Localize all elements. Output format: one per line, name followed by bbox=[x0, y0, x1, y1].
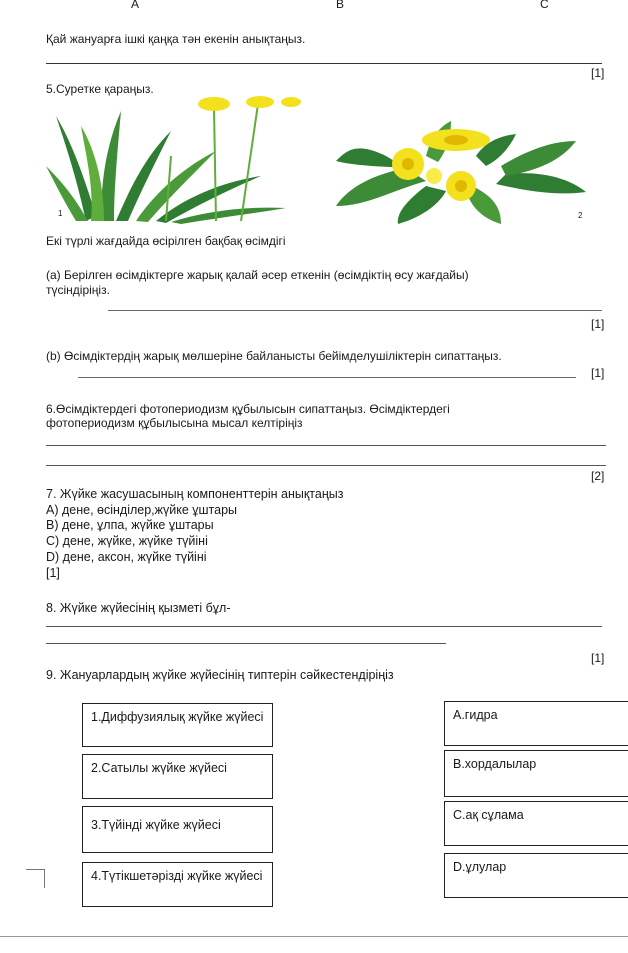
question-5-title: 5.Суретке қараңыз. bbox=[46, 82, 154, 96]
mark-7: [1] bbox=[46, 566, 60, 580]
answer-line bbox=[46, 465, 606, 466]
question-7-title: 7. Жүйке жасушасының компоненттерін анықтаңыз bbox=[46, 487, 344, 501]
column-label-b: B bbox=[336, 0, 345, 11]
figure-caption: Екі түрлі жағдайда өсірілген бақбақ өсімдігі bbox=[46, 234, 286, 248]
answer-line bbox=[46, 445, 606, 446]
question-5a-line1: (a) Берілген өсімдіктерге жарық қалай әсер еткенін (өсімдіктің өсу жағдайы) bbox=[46, 268, 469, 282]
match-right-b[interactable]: B.хордалылар bbox=[444, 750, 628, 797]
question-7-option-a: A) дене, өсінділер,жүйке ұштары bbox=[46, 503, 238, 517]
question-5a-line2: түсіндіріңіз. bbox=[46, 283, 110, 297]
match-right-c[interactable]: C.ақ сұлама bbox=[444, 801, 628, 846]
match-left-4[interactable]: 4.Түтікшетәрізді жүйке жүйесі bbox=[82, 862, 273, 907]
match-right-a[interactable]: A.гидра bbox=[444, 701, 628, 746]
figure-label-2: 2 bbox=[578, 211, 583, 220]
match-left-2[interactable]: 2.Сатылы жүйке жүйесі bbox=[82, 754, 273, 799]
page-bottom-line bbox=[0, 936, 628, 937]
mark-8: [1] bbox=[591, 651, 605, 665]
column-label-a: A bbox=[131, 0, 140, 11]
match-right-d[interactable]: D.ұлулар bbox=[444, 853, 628, 898]
question-7-option-b: B) дене, ұлпа, жүйке ұштары bbox=[46, 518, 214, 532]
question-6-line2: фотопериодизм құбылысына мысал келтіріңіз bbox=[46, 416, 303, 430]
column-label-c: C bbox=[540, 0, 549, 11]
question-7-option-d: D) дене, аксон, жүйке түйіні bbox=[46, 550, 207, 564]
answer-line bbox=[108, 310, 602, 311]
dandelion-figure bbox=[46, 96, 606, 228]
mark-5a: [1] bbox=[591, 317, 605, 331]
answer-line bbox=[46, 63, 602, 64]
question-8-title: 8. Жүйке жүйесінің қызметі бұл- bbox=[46, 601, 231, 615]
mark-5b: [1] bbox=[591, 366, 605, 380]
question-7-option-c: C) дене, жүйке, жүйке түйіні bbox=[46, 534, 208, 548]
answer-line bbox=[46, 626, 602, 627]
question-6-line1: 6.Өсімдіктердегі фотопериодизм құбылысын сипаттаңыз. Өсімдіктердегі bbox=[46, 402, 450, 416]
question-5b-text: (b) Өсімдіктердің жарық мөлшеріне байланысты бейімделушіліктерін сипаттаңыз. bbox=[46, 349, 502, 363]
mark-prev: [1] bbox=[591, 66, 605, 80]
question-9-title: 9. Жануарлардың жүйке жүйесінің типтерін сәйкестендіріңіз bbox=[46, 668, 394, 682]
mark-6: [2] bbox=[591, 469, 605, 483]
answer-line bbox=[78, 377, 576, 378]
match-left-1[interactable]: 1.Диффузиялық жүйке жүйесі bbox=[82, 703, 273, 747]
plant-1-leaves bbox=[46, 111, 286, 224]
dandelion-illustration bbox=[46, 96, 606, 228]
question-prev-text: Қай жануарға ішкі қаңқа тән екенін анықтаңыз. bbox=[46, 32, 306, 46]
figure-label-1: 1 bbox=[58, 209, 63, 218]
answer-line bbox=[46, 643, 446, 644]
corner-mark bbox=[26, 869, 45, 888]
match-left-3[interactable]: 3.Түйінді жүйке жүйесі bbox=[82, 806, 273, 853]
